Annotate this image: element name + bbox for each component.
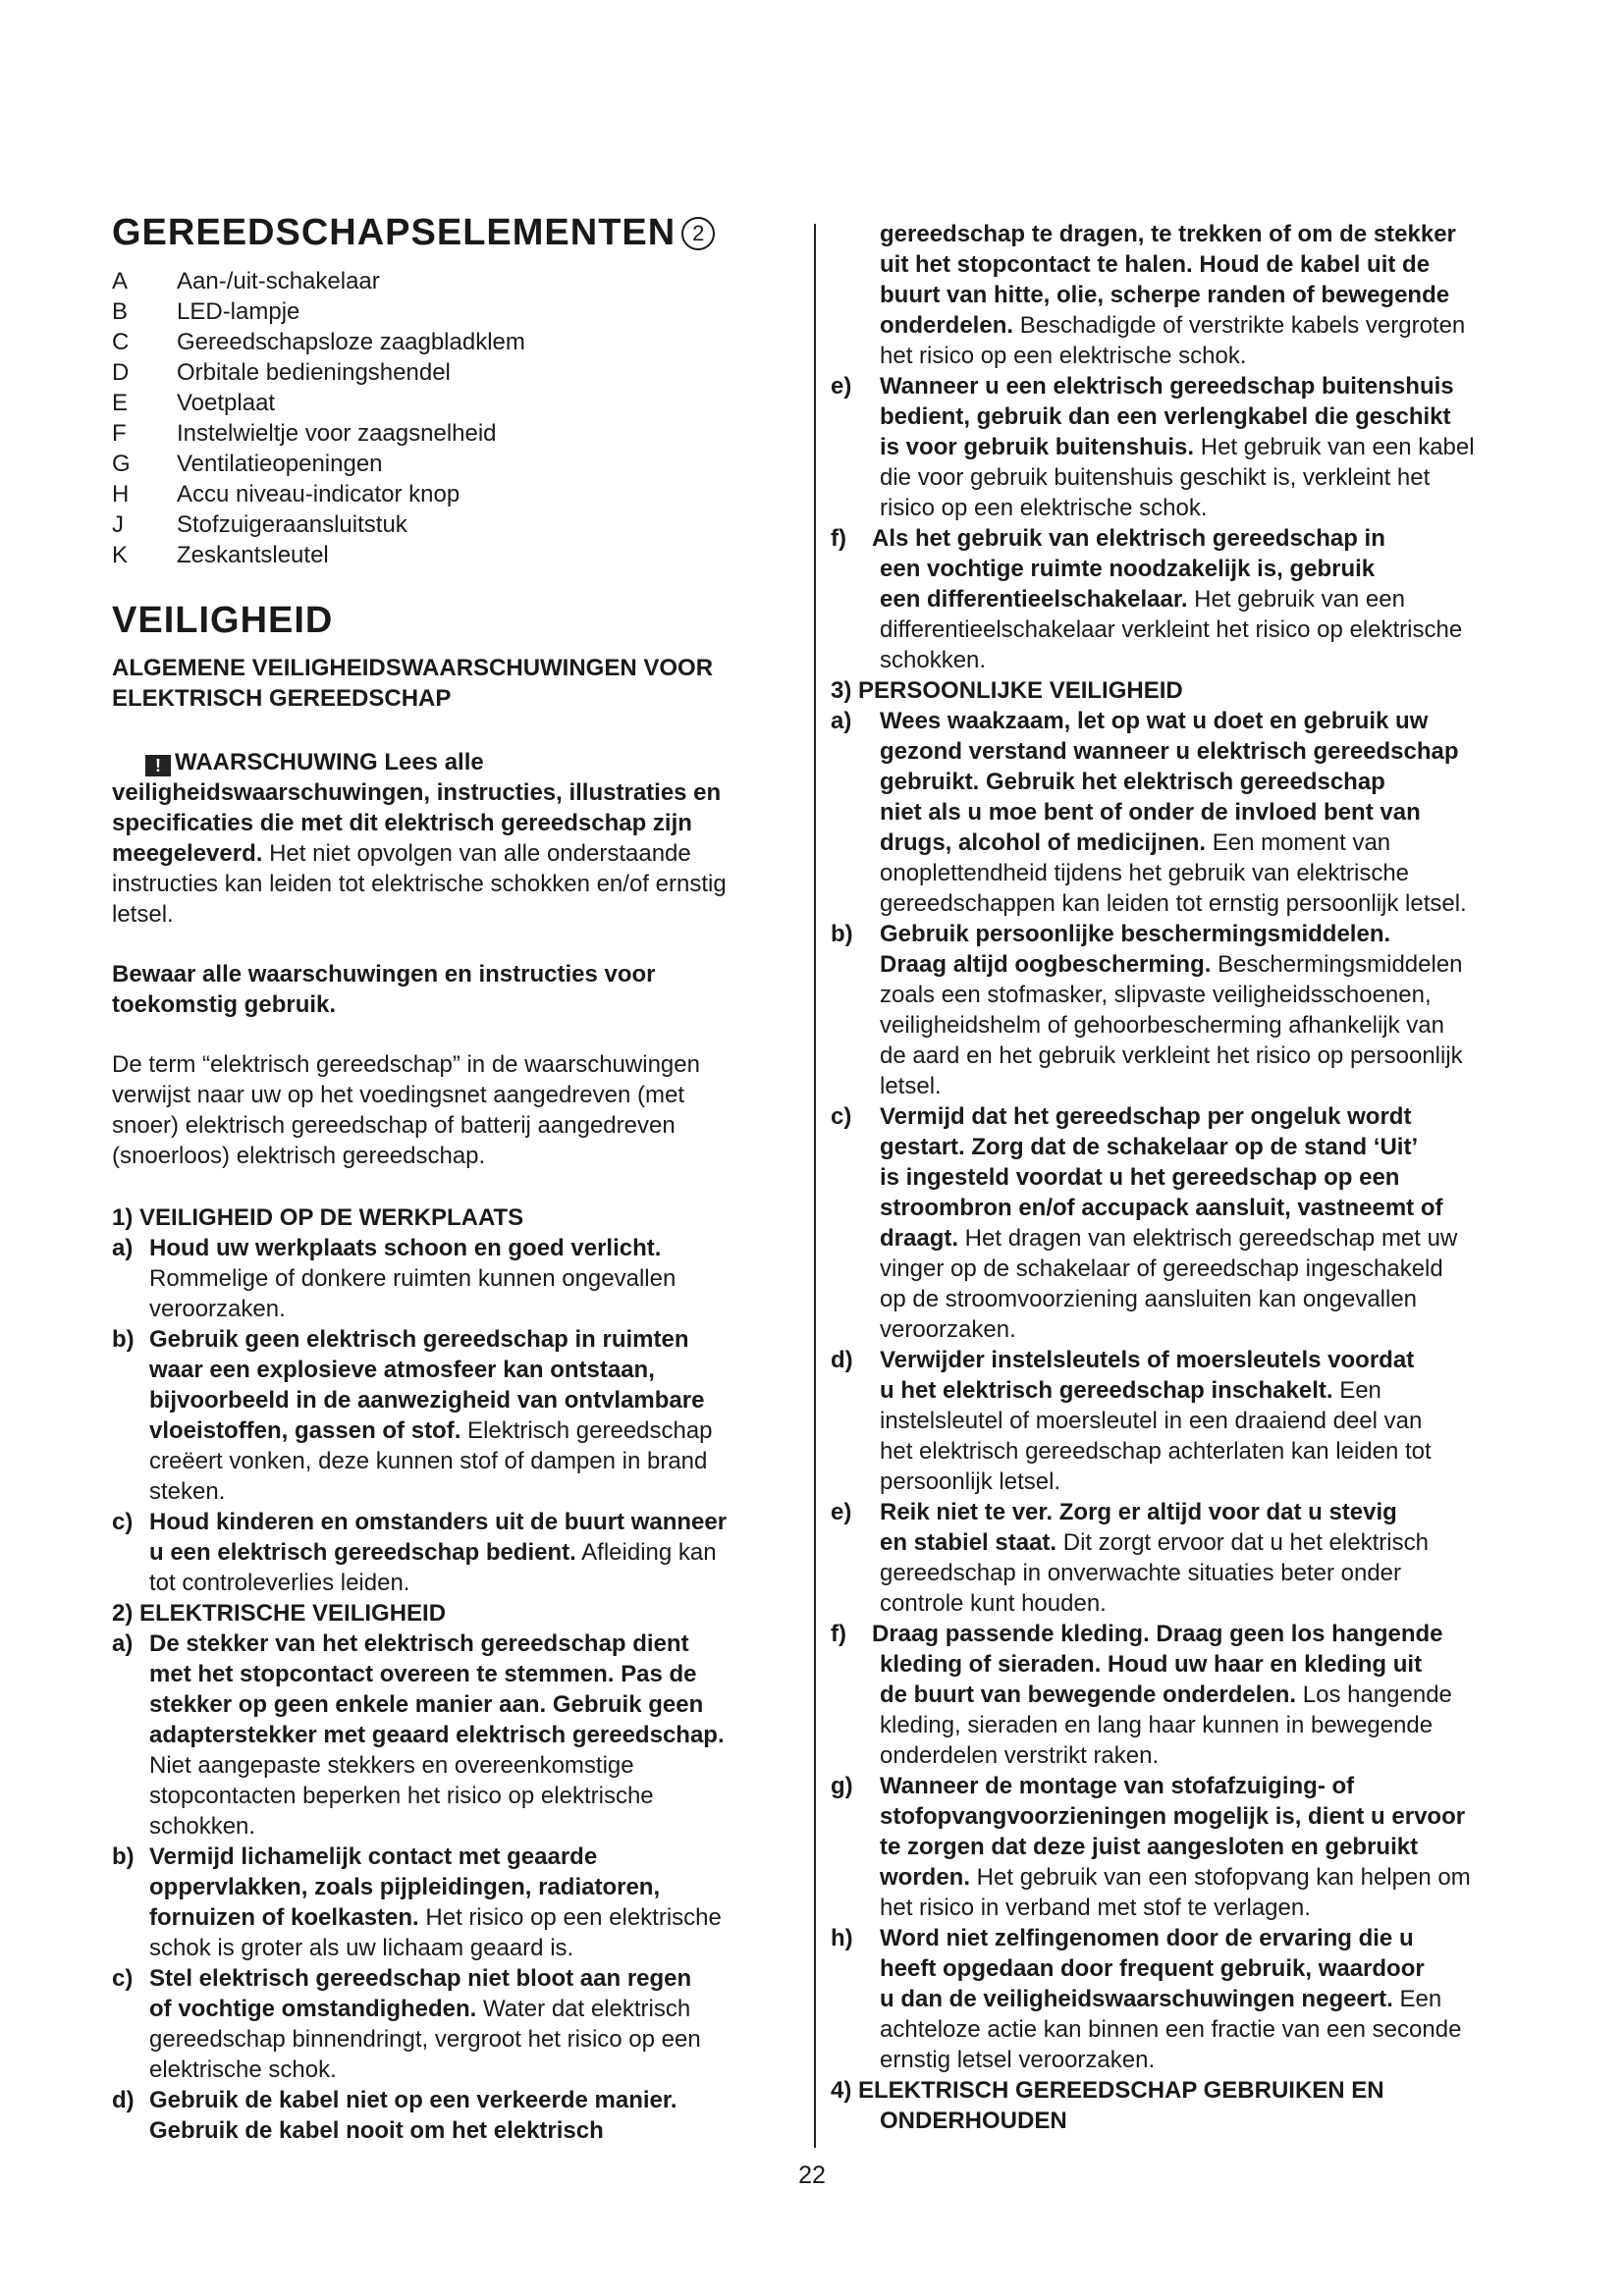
item-mixed: of vochtige omstandigheden. Water dat elektrisch: [149, 1996, 691, 2022]
figure-number-badge: 2: [681, 217, 715, 250]
item-bold: Houd kinderen en omstanders uit de buurt wanneer: [149, 1509, 728, 1535]
item-bold: uit het stopcontact te halen. Houd de kabel uit de: [880, 251, 1431, 278]
item-text: steken.: [149, 1478, 226, 1505]
warning-line: instructies kan leiden tot elektrische schokken en/of ernstig: [112, 871, 727, 897]
item-text: differentieelschakelaar verkleint het risico op elektrische: [880, 616, 1463, 643]
item-mixed: is voor gebruik buitenshuis. Het gebruik van een kabel: [880, 434, 1475, 460]
section-heading-2: 2) ELEKTRISCHE VEILIGHEID: [112, 1600, 447, 1627]
item-label: c): [831, 1103, 852, 1130]
list-item: G Ventilatieopeningen: [112, 451, 383, 477]
item-mixed: u het elektrisch gereedschap inschakelt. Een: [880, 1377, 1381, 1404]
parts-title-text: GEREEDSCHAPSELEMENTEN: [112, 212, 677, 253]
item-text: instelsleutel of moersleutel in een draaiend deel van: [880, 1408, 1423, 1434]
term-definition: snoer) elektrisch gereedschap of batterij aangedreven: [112, 1112, 676, 1139]
item-text: de aard en het gebruik verkleint het risico op persoonlijk: [880, 1042, 1463, 1069]
item-text: gereedschappen kan leiden tot ernstig persoonlijk letsel.: [880, 890, 1467, 917]
item-text: onoplettendheid tijdens het gebruik van elektrische: [880, 860, 1410, 886]
item-label: e): [831, 1499, 852, 1525]
item-label: d): [112, 2087, 135, 2113]
item-text: veroorzaken.: [880, 1316, 1016, 1343]
item-label: f): [831, 1621, 846, 1647]
item-label: d): [831, 1347, 853, 1373]
keep-instructions: Bewaar alle waarschuwingen en instructies voor: [112, 961, 656, 988]
item-bold: met het stopcontact overeen te stemmen. Pas de: [149, 1661, 697, 1687]
column-divider: [814, 224, 816, 2148]
item-text: veiligheidshelm of gehoorbescherming afhankelijk van: [880, 1012, 1445, 1039]
item-mixed: drugs, alcohol of medicijnen. Een moment van: [880, 829, 1391, 856]
item-bold: te zorgen dat deze juist aangesloten en gebruikt: [880, 1834, 1419, 1860]
section-heading-3: 3) PERSOONLIJKE VEILIGHEID: [831, 677, 1183, 704]
item-label: g): [831, 1773, 853, 1799]
item-mixed: fornuizen of koelkasten. Het risico op een elektrische: [149, 1904, 722, 1931]
item-text: het risico in verband met stof te verlagen.: [880, 1895, 1311, 1921]
section-heading-4: 4) ELEKTRISCH GEREEDSCHAP GEBRUIKEN EN: [831, 2077, 1384, 2104]
item-bold: gestart. Zorg dat de schakelaar op de stand ‘Uit’: [880, 1134, 1419, 1160]
item-label: a): [112, 1630, 134, 1657]
term-definition: verwijst naar uw op het voedingsnet aangedreven (met: [112, 1082, 685, 1108]
item-bold: Vermijd dat het gereedschap per ongeluk wordt: [880, 1103, 1412, 1130]
page-number: 22: [798, 2162, 826, 2189]
item-bold: stroombron en/of accupack aansluit, vastneemt of: [880, 1195, 1443, 1221]
keep-instructions: toekomstig gebruik.: [112, 991, 337, 1018]
item-text: schok is groter als uw lichaam geaard is.: [149, 1935, 574, 1961]
item-text: schokken.: [149, 1813, 256, 1840]
item-bold: Draag passende kleding. Draag geen los hangende: [872, 1621, 1443, 1647]
item-bold: De stekker van het elektrisch gereedschap dient: [149, 1630, 689, 1657]
item-label: h): [831, 1925, 853, 1951]
item-text: op de stroomvoorziening aansluiten kan ongevallen: [880, 1286, 1418, 1312]
warning-line: meegeleverd. Het niet opvolgen van alle onderstaande: [112, 840, 691, 867]
item-bold: Reik niet te ver. Zorg er altijd voor dat u stevig: [880, 1499, 1397, 1525]
warning-heading: ! WAARSCHUWING Lees alle: [145, 748, 484, 777]
item-bold: een vochtige ruimte noodzakelijk is, gebruik: [880, 556, 1376, 582]
item-bold: adapterstekker met geaard elektrisch gereedschap.: [149, 1722, 725, 1748]
item-text: zoals een stofmasker, slipvaste veiligheidsschoenen,: [880, 982, 1432, 1008]
list-item: H Accu niveau-indicator knop: [112, 481, 460, 507]
item-bold: oppervlakken, zoals pijpleidingen, radiatoren,: [149, 1874, 661, 1900]
general-heading-line1: ALGEMENE VEILIGHEIDSWAARSCHUWINGEN VOOR: [112, 655, 714, 681]
item-mixed: u dan de veiligheidswaarschuwingen negeert. Een: [880, 1986, 1442, 2012]
item-bold: Word niet zelfingenomen door de ervaring die u: [880, 1925, 1414, 1951]
list-item: B LED-lampje: [112, 298, 300, 325]
item-label: b): [112, 1843, 135, 1870]
item-bold: Wanneer de montage van stofafzuiging- of: [880, 1773, 1355, 1799]
item-text: Rommelige of donkere ruimten kunnen ongevallen: [149, 1265, 677, 1292]
item-bold: waar een explosieve atmosfeer kan ontstaan,: [149, 1357, 655, 1383]
item-bold: is ingesteld voordat u het gereedschap op een: [880, 1164, 1400, 1191]
item-text: die voor gebruik buitenshuis geschikt is, verkleint het: [880, 464, 1431, 491]
list-item: K Zeskantsleutel: [112, 542, 329, 568]
safety-title: VEILIGHEID: [112, 600, 334, 641]
item-label: a): [112, 1235, 134, 1261]
item-bold: gereedschap te dragen, te trekken of om de stekker: [880, 221, 1456, 247]
item-text: gereedschap in onverwachte situaties beter onder: [880, 1560, 1401, 1586]
item-text: schokken.: [880, 647, 987, 673]
item-label: b): [112, 1326, 135, 1353]
item-bold: buurt van hitte, olie, scherpe randen of bewegende: [880, 282, 1450, 308]
item-label: b): [831, 921, 853, 947]
item-text: kleding, sieraden en lang haar kunnen in bewegende: [880, 1712, 1434, 1738]
item-mixed: onderdelen. Beschadigde of verstrikte kabels vergroten: [880, 312, 1466, 339]
item-bold: Wanneer u een elektrisch gereedschap buitenshuis: [880, 373, 1454, 400]
list-item: J Stofzuigeraansluitstuk: [112, 511, 407, 538]
item-text: ernstig letsel veroorzaken.: [880, 2047, 1156, 2073]
item-text: stopcontacten beperken het risico op elektrische: [149, 1783, 654, 1809]
item-text: risico op een elektrische schok.: [880, 495, 1208, 521]
item-text: tot controleverlies leiden.: [149, 1570, 410, 1596]
list-item: A Aan-/uit-schakelaar: [112, 268, 380, 294]
item-bold: Als het gebruik van elektrisch gereedschap in: [872, 525, 1385, 552]
item-bold: bedient, gebruik dan een verlengkabel die geschikt: [880, 403, 1451, 430]
item-label: a): [831, 708, 852, 734]
item-text: Niet aangepaste stekkers en overeenkomstige: [149, 1752, 634, 1779]
item-text: gereedschap binnendringt, vergroot het risico op een: [149, 2026, 701, 2053]
section-heading-1: 1) VEILIGHEID OP DE WERKPLAATS: [112, 1204, 524, 1231]
item-bold: heeft opgedaan door frequent gebruik, waardoor: [880, 1955, 1425, 1982]
item-text: achteloze actie kan binnen een fractie van een seconde: [880, 2016, 1462, 2043]
item-bold: Gebruik geen elektrisch gereedschap in ruimten: [149, 1326, 689, 1353]
item-bold: kleding of sieraden. Houd uw haar en kleding uit: [880, 1651, 1423, 1678]
warning-line: specificaties die met dit elektrisch gereedschap zijn: [112, 810, 692, 836]
item-bold: bijvoorbeeld in de aanwezigheid van ontvlambare: [149, 1387, 705, 1414]
item-bold: Verwijder instelsleutels of moersleutels voordat: [880, 1347, 1415, 1373]
item-mixed: de buurt van bewegende onderdelen. Los hangende: [880, 1682, 1452, 1708]
item-text: controle kunt houden.: [880, 1590, 1107, 1617]
item-mixed: Draag altijd oogbescherming. Beschermingsmiddelen: [880, 951, 1463, 978]
item-bold: Gebruik de kabel nooit om het elektrisch: [149, 2117, 604, 2144]
item-label: c): [112, 1509, 134, 1535]
item-bold: stofopvangvoorzieningen mogelijk is, dient u ervoor: [880, 1803, 1466, 1830]
item-bold: Gebruik persoonlijke beschermingsmiddelen.: [880, 921, 1391, 947]
term-definition: (snoerloos) elektrisch gereedschap.: [112, 1143, 486, 1169]
item-text: creëert vonken, deze kunnen stof of dampen in brand: [149, 1448, 708, 1474]
item-text: het risico op een elektrische schok.: [880, 343, 1247, 369]
warning-line: letsel.: [112, 901, 174, 928]
item-text: vinger op de schakelaar of gereedschap ingeschakeld: [880, 1255, 1443, 1282]
item-text: letsel.: [880, 1073, 942, 1099]
term-definition: De term “elektrisch gereedschap” in de waarschuwingen: [112, 1051, 700, 1078]
item-bold: Wees waakzaam, let op wat u doet en gebruik uw: [880, 708, 1429, 734]
item-mixed: vloeistoffen, gassen of stof. Elektrisch gereedschap: [149, 1417, 713, 1444]
list-item: E Voetplaat: [112, 390, 276, 416]
list-item: F Instelwieltje voor zaagsnelheid: [112, 420, 497, 447]
item-text: het elektrisch gereedschap achterlaten kan leiden tot: [880, 1438, 1432, 1465]
parts-title: [112, 211, 715, 254]
item-label: e): [831, 373, 852, 400]
item-bold: Stel elektrisch gereedschap niet bloot aan regen: [149, 1965, 692, 1992]
warning-line: veiligheidswaarschuwingen, instructies, illustraties en: [112, 779, 722, 806]
item-mixed: een differentieelschakelaar. Het gebruik van een: [880, 586, 1405, 613]
item-mixed: en stabiel staat. Dit zorgt ervoor dat u het elektrisch: [880, 1529, 1429, 1556]
warning-triangle-icon: !: [145, 755, 171, 776]
item-text: veroorzaken.: [149, 1296, 286, 1322]
item-bold: Gebruik de kabel niet op een verkeerde manier.: [149, 2087, 677, 2113]
item-text: onderdelen verstrikt raken.: [880, 1742, 1160, 1769]
item-bold: Vermijd lichamelijk contact met geaarde: [149, 1843, 598, 1870]
item-mixed: worden. Het gebruik van een stofopvang kan helpen om: [880, 1864, 1471, 1891]
list-item: D Orbitale bedieningshendel: [112, 359, 451, 386]
item-text: persoonlijk letsel.: [880, 1468, 1061, 1495]
item-bold: niet als u moe bent of onder de invloed bent van: [880, 799, 1421, 826]
list-item: C Gereedschapsloze zaagbladklem: [112, 329, 525, 355]
item-mixed: draagt. Het dragen van elektrisch gereedschap met uw: [880, 1225, 1458, 1252]
item-bold: gebruikt. Gebruik het elektrisch gereedschap: [880, 769, 1385, 795]
item-bold: stekker op geen enkele manier aan. Gebruik geen: [149, 1691, 704, 1718]
item-bold: gezond verstand wanneer u elektrisch gereedschap: [880, 738, 1459, 765]
section-heading-4-cont: ONDERHOUDEN: [880, 2108, 1067, 2134]
item-label: f): [831, 525, 846, 552]
item-text: elektrische schok.: [149, 2056, 337, 2083]
item-bold: Houd uw werkplaats schoon en goed verlicht.: [149, 1235, 662, 1261]
general-heading-line2: ELEKTRISCH GEREEDSCHAP: [112, 685, 452, 712]
item-mixed: u een elektrisch gereedschap bedient. Afleiding kan: [149, 1539, 717, 1566]
item-label: c): [112, 1965, 134, 1992]
